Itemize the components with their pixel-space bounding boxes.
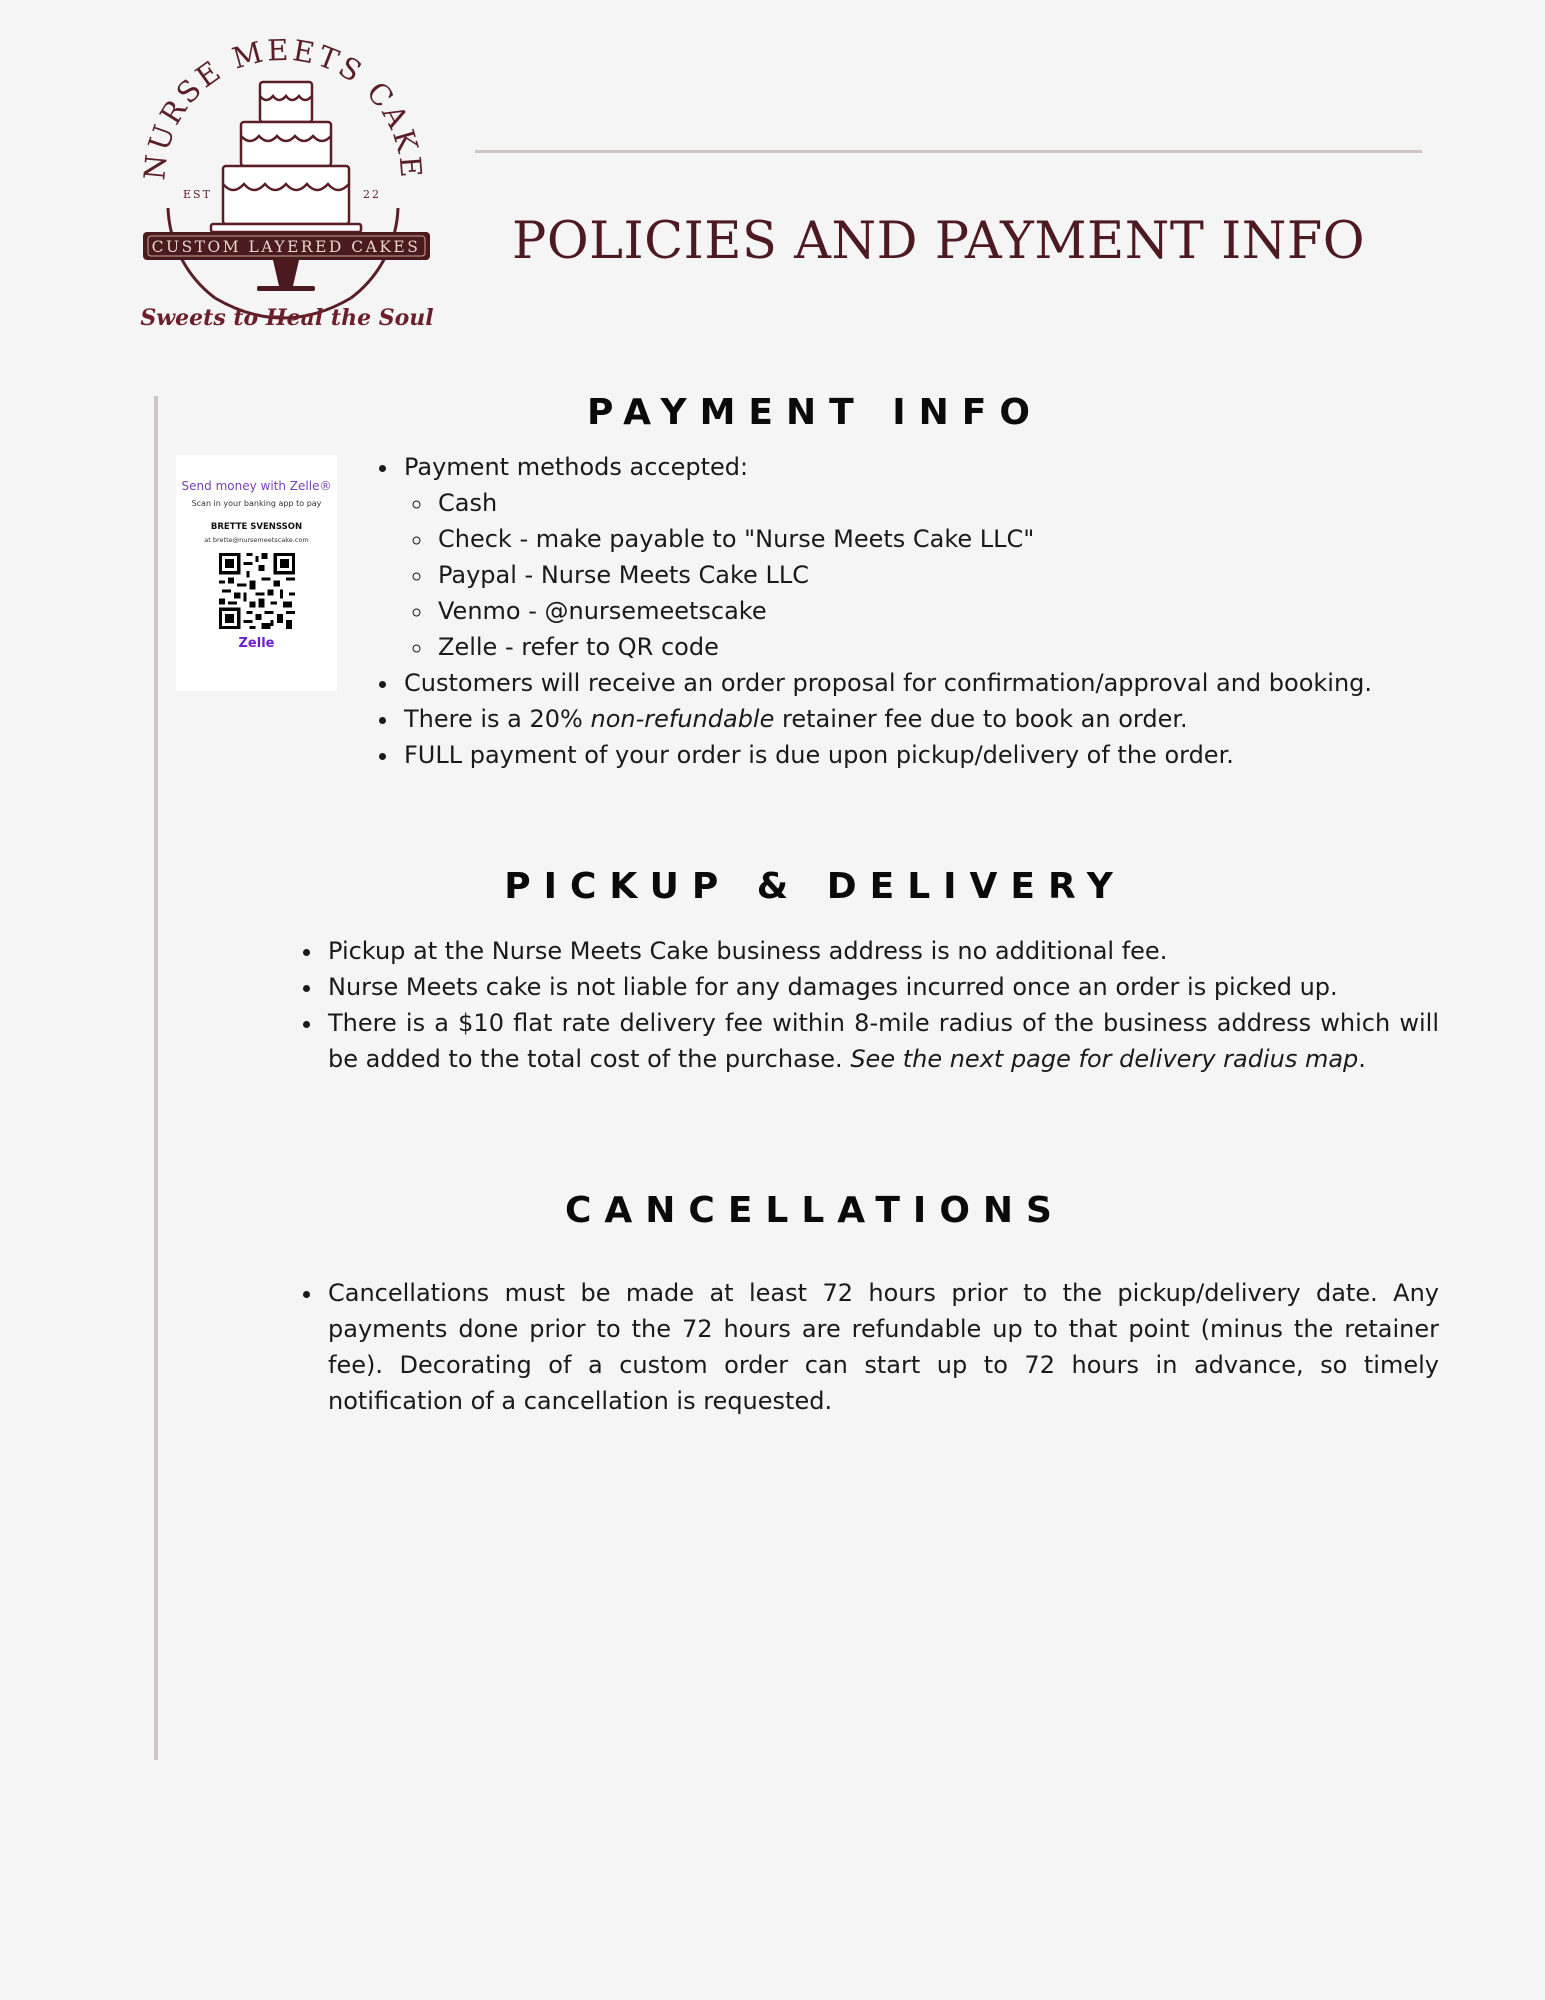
cancellations-list bbox=[290, 1275, 1439, 1419]
logo-est-label: EST bbox=[183, 188, 212, 201]
header-divider bbox=[475, 150, 1422, 153]
zelle-card-email: at brette@nursemeetscake.com bbox=[204, 536, 309, 544]
zelle-card-heading: Send money with Zelle® bbox=[181, 479, 332, 493]
delivery-fee-text: There is a $10 flat rate delivery fee within 8-mile radius of the business address which will be added to the total cost of the purchase. bbox=[328, 1009, 1439, 1073]
retainer-note bbox=[400, 701, 1480, 737]
left-vertical-rule bbox=[154, 396, 158, 1760]
payment-method-venmo: ◦ Venmo - @nursemeetscake bbox=[434, 593, 1480, 629]
payment-methods-list bbox=[404, 485, 1480, 665]
pickup-fee-note: • Pickup at the Nurse Meets Cake business address is no additional fee. bbox=[324, 933, 1439, 969]
page-title: POLICIES AND PAYMENT INFO bbox=[512, 212, 1366, 271]
payment-info-list bbox=[366, 449, 1480, 773]
zelle-card-subheading: Scan in your banking app to pay bbox=[191, 499, 322, 508]
liability-note: • Nurse Meets cake is not liable for any damages incurred once an order is picked up. bbox=[324, 969, 1439, 1005]
cancellation-policy: • Cancellations must be made at least 72 hours prior to the pickup/delivery date. Any payments done prior to the 72 hours are refundable up to that point (minus the retainer fee). Decorating of a custom order can start up to 72 hours in advance, so timely notification of a cancellation is requested. bbox=[324, 1275, 1439, 1419]
payment-info-heading: PAYMENT INFO bbox=[587, 392, 1043, 433]
logo-banner-text: CUSTOM LAYERED CAKES bbox=[151, 238, 421, 256]
zelle-qr-card bbox=[176, 455, 337, 691]
pickup-delivery-list bbox=[290, 933, 1439, 1077]
retainer-text-end: retainer fee due to book an order. bbox=[774, 705, 1188, 733]
cancellations-heading: CANCELLATIONS bbox=[565, 1190, 1065, 1231]
proposal-note: • Customers will receive an order proposal for confirmation/approval and booking. bbox=[400, 665, 1480, 701]
retainer-emphasis: non-refundable bbox=[590, 705, 775, 733]
payment-method-zelle: ◦ Zelle - refer to QR code bbox=[434, 629, 1480, 665]
logo-arc-text: NURSE MEETS CAKE bbox=[137, 32, 429, 182]
pickup-delivery-heading: PICKUP & DELIVERY bbox=[504, 866, 1126, 907]
delivery-fee-text-end: . bbox=[1358, 1045, 1366, 1073]
zelle-card-name: BRETTE SVENSSON bbox=[210, 522, 303, 532]
zelle-brand-logo: Zelle bbox=[238, 636, 275, 651]
payment-methods-intro: Payment methods accepted: bbox=[404, 453, 749, 481]
qr-code-icon bbox=[219, 553, 295, 629]
logo-est-year: 22 bbox=[363, 188, 381, 201]
payment-method-paypal: ◦ Paypal - Nurse Meets Cake LLC bbox=[434, 557, 1480, 593]
payment-method-cash: ◦ Cash bbox=[434, 485, 1480, 521]
cake-logo-graphic bbox=[135, 32, 440, 338]
delivery-fee-note bbox=[324, 1005, 1439, 1077]
cake-icon bbox=[211, 82, 361, 232]
logo-tagline: Sweets to Heal the Soul bbox=[140, 305, 434, 331]
company-logo bbox=[135, 32, 440, 338]
retainer-text-start: There is a 20% bbox=[404, 705, 591, 733]
payment-method-check: ◦ Check - make payable to "Nurse Meets Cake LLC" bbox=[434, 521, 1480, 557]
list-item bbox=[400, 449, 1480, 665]
delivery-map-reference: See the next page for delivery radius map bbox=[850, 1045, 1359, 1073]
full-payment-note: • FULL payment of your order is due upon pickup/delivery of the order. bbox=[400, 737, 1480, 773]
